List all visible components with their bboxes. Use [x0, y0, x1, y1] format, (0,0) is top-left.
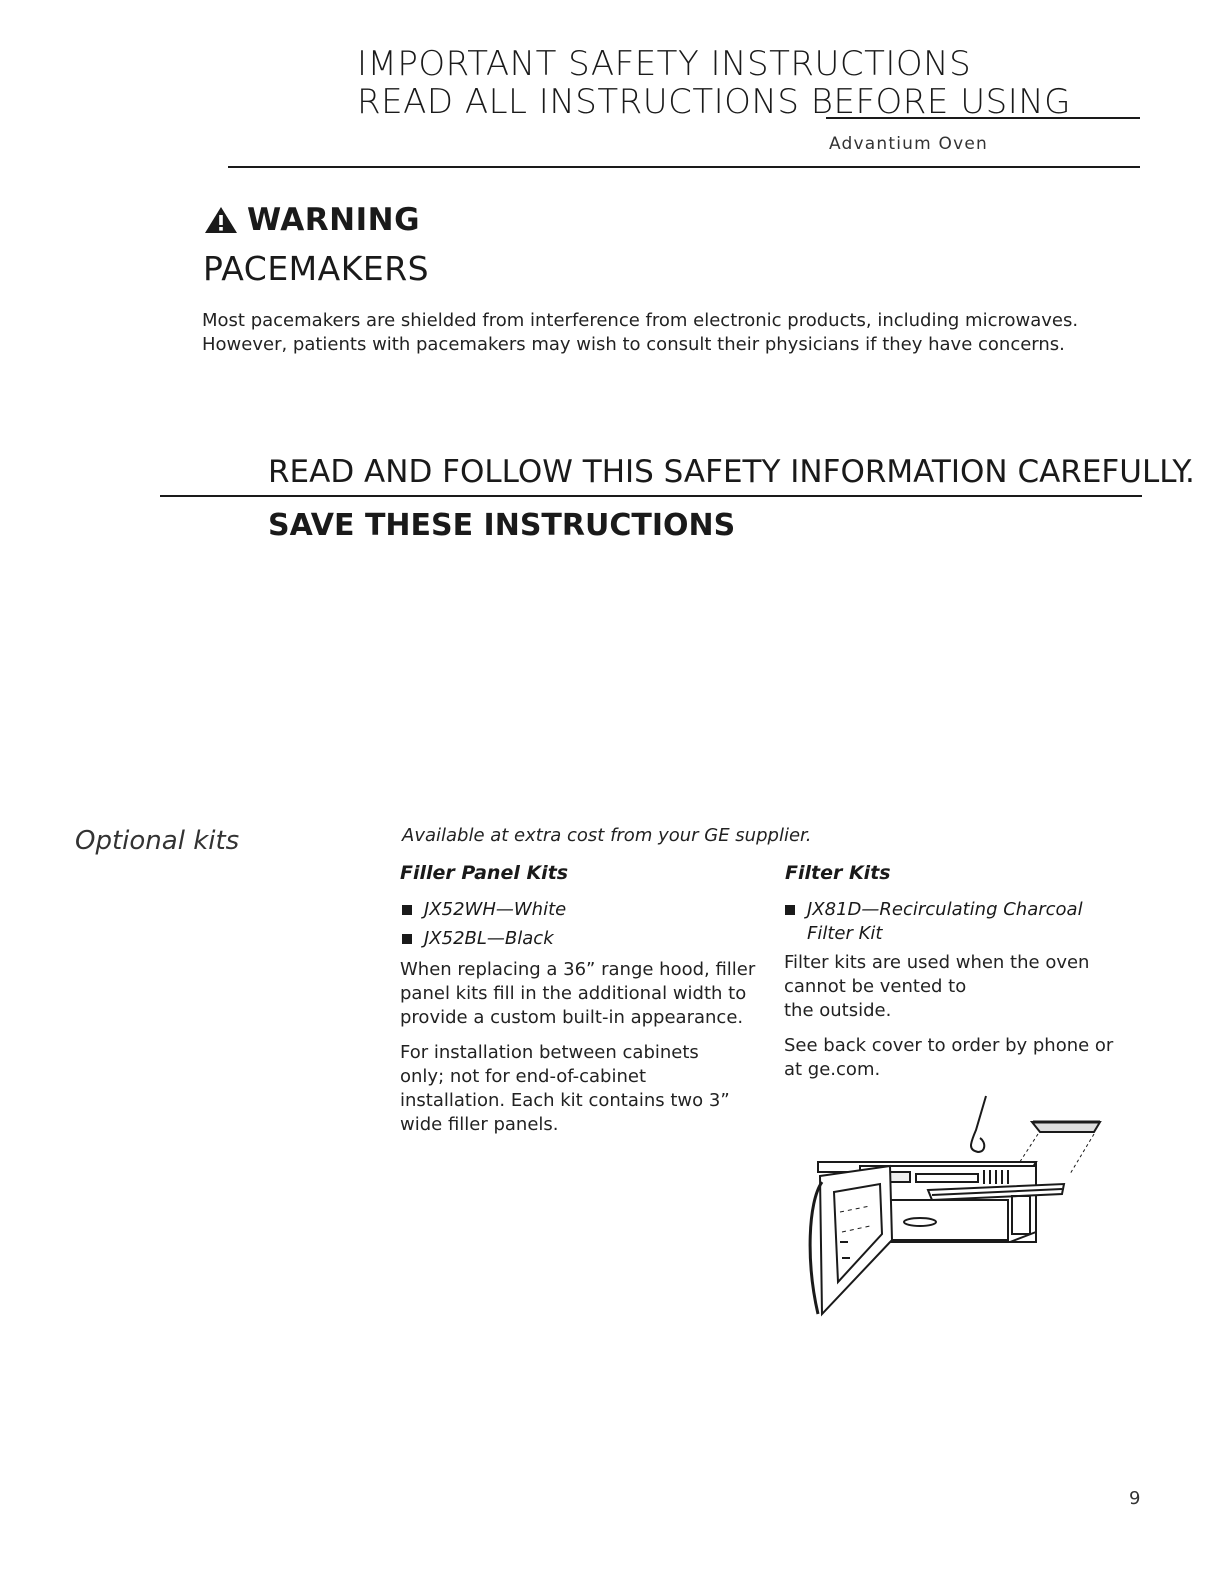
read-follow-heading: READ AND FOLLOW THIS SAFETY INFORMATION CAREFULLY.	[268, 454, 1195, 490]
filter-kit-item-line2: Filter Kit	[807, 923, 883, 944]
warning-text-line2: However, patients with pacemakers may wish to consult their physicians if they have concerns.	[202, 334, 1065, 355]
availability-note: Available at extra cost from your GE supplier.	[402, 825, 812, 846]
filler-kit-item-text: JX52WH—White	[424, 899, 567, 920]
header-underline	[826, 117, 1140, 119]
filler-kit-installation-note: For installation between cabinets only; not for end-of-cabinet installation. Each kit contains two 3” wide filler panels.	[400, 1042, 730, 1135]
bullet-square-icon	[785, 905, 795, 915]
warning-title: WARNING	[247, 202, 421, 238]
safety-rule	[160, 495, 1142, 497]
filler-kit-item	[402, 898, 566, 922]
header-title-line1: IMPORTANT SAFETY INSTRUCTIONS	[357, 44, 972, 84]
warning-text-line1: Most pacemakers are shielded from interference from electronic products, including microwaves.	[202, 310, 1079, 331]
header-rule	[228, 166, 1140, 168]
optional-kits-label: Optional kits	[75, 826, 240, 856]
bullet-square-icon	[402, 905, 412, 915]
filter-kit-description-line1: Filter kits are used when the oven	[784, 952, 1090, 973]
filler-kit-item-text: JX52BL—Black	[424, 928, 554, 949]
filler-kit-item	[402, 927, 554, 951]
oven-with-filter-illustration	[800, 1092, 1110, 1322]
bullet-square-icon	[402, 934, 412, 944]
filter-kits-heading: Filter Kits	[785, 862, 891, 884]
product-name: Advantium Oven	[829, 134, 988, 154]
warning-heading	[203, 202, 420, 238]
pacemakers-title: PACEMAKERS	[203, 249, 430, 288]
save-instructions-heading: SAVE THESE INSTRUCTIONS	[268, 508, 736, 543]
header-title-line2: READ ALL INSTRUCTIONS BEFORE USING	[357, 82, 1071, 122]
filter-kit-description-line2: cannot be vented to	[784, 976, 967, 997]
warning-triangle-icon	[203, 205, 239, 235]
filter-kit-item	[785, 898, 1083, 946]
filler-kit-description: When replacing a 36” range hood, filler panel kits fill in the additional width to provide a custom built-in appearance.	[400, 959, 756, 1028]
filter-kit-item-line1: JX81D—Recirculating Charcoal	[807, 899, 1083, 920]
filter-kit-order-note: See back cover to order by phone or at ge.com.	[784, 1035, 1114, 1080]
filler-kits-heading: Filler Panel Kits	[400, 862, 569, 884]
filter-kit-description-line3: the outside.	[784, 1000, 892, 1021]
page-number: 9	[1129, 1488, 1141, 1509]
